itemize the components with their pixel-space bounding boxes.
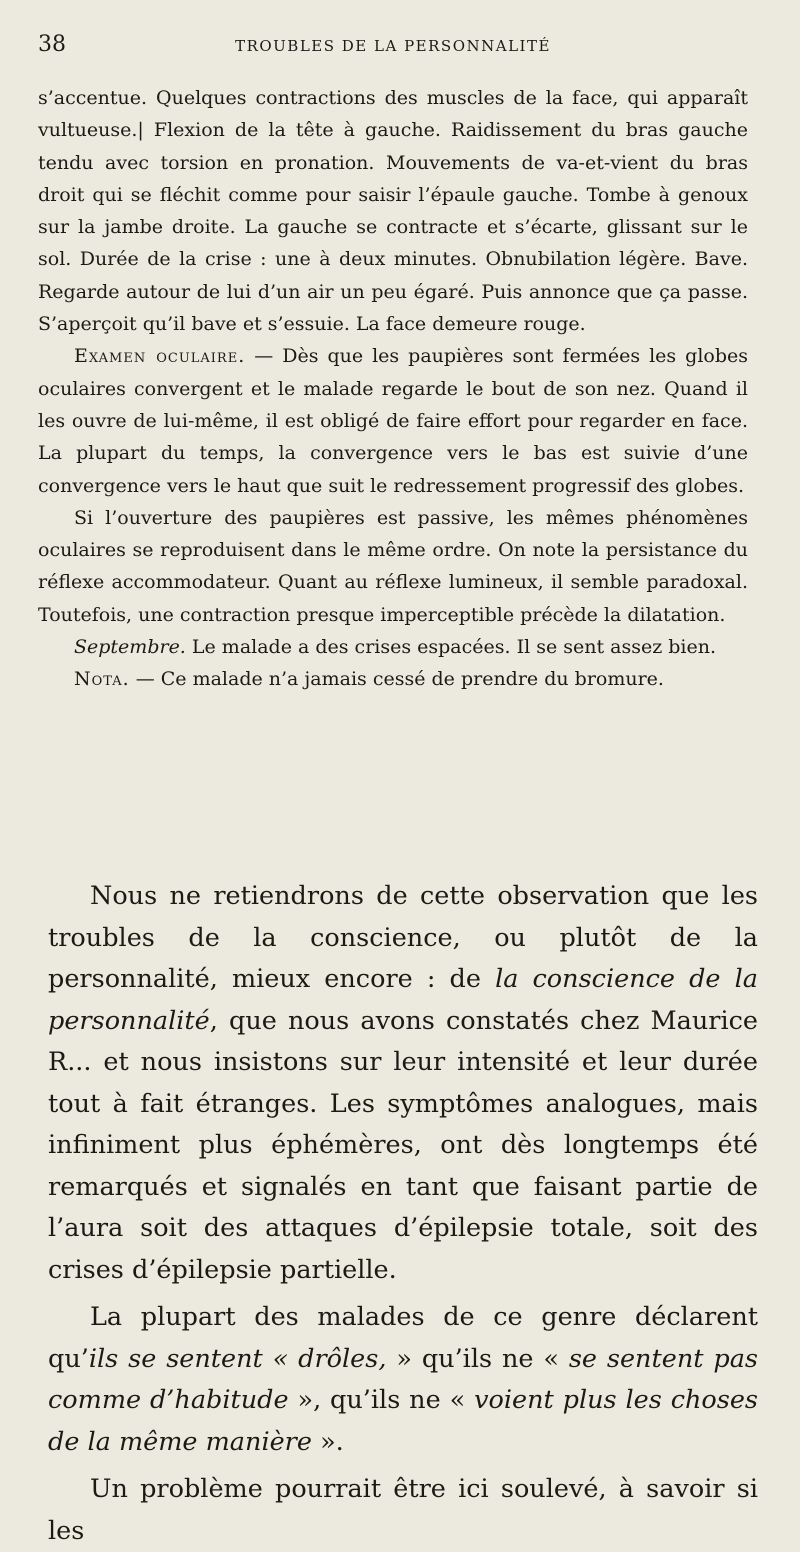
ocular-exam-text: — Dès que les paupières sont fermées les globes oculaires convergent et le malade regarde le bout de son nez. Quand il les ouvre de lui-même, il est obligé de faire effort pour regarder en face. La plupart du temps, la convergence vers le bas est suivie d’une convergence vers le haut que suit le redressement progressif des globes. <box>38 345 748 497</box>
ocular-exam-heading: Examen oculaire. <box>74 345 246 368</box>
case-paragraph-nota <box>38 663 748 695</box>
case-paragraph-crisis: s’accentue. Quelques contractions des muscles de la face, qui apparaît vultueuse.| Flexion de la tête à gauche. Raidissement du bras gauche tendu avec torsion en pronation. Mouvements de va-et-vient du bras droit qui se fléchit comme pour saisir l’épaule gauche. Tombe à genoux sur la jambe droite. La gauche se contracte et s’écarte, glissant sur le sol. Durée de la crise : une à deux minutes. Obnubilation légère. Bave. Regarde autour de lui d’un air un peu égaré. Puis annonce que ça passe. S’aperçoit qu’il bave et s’essuie. La face demeure rouge. <box>38 87 748 336</box>
main-text <box>48 876 758 1552</box>
main-paragraph-observation <box>48 876 758 1291</box>
september-text: Le malade a des crises espacées. Il se sent assez bien. <box>185 636 717 659</box>
running-title: TROUBLES DE LA PERSONNALITÉ <box>235 37 551 55</box>
patients-text-a: La plupart des malades de ce genre déclarent qu’ <box>48 1302 758 1374</box>
page-header <box>38 32 748 62</box>
observation-text-end: , que nous avons constatés chez Maurice R... et nous insistons sur leur intensité et leur durée tout à fait étranges. Les symptômes analogues, mais infiniment plus éphémères, ont dès longtemps été remarqués et signalés en tant que faisant partie de l’aura soit des attaques d’épilepsie totale, soit des crises d’épilepsie partielle. <box>48 1005 758 1285</box>
case-paragraph-september <box>38 631 748 663</box>
case-paragraph-passive-opening: Si l’ouverture des paupières est passive, les mêmes phénomènes oculaires se reproduisent dans le même ordre. On note la persistance du réflexe accommodateur. Quant au réflexe lumineux, il semble paradoxal. Toutefois, une contraction presque imperceptible précède la dilatation. <box>38 506 748 626</box>
page-number: 38 <box>38 32 66 57</box>
nota-text: — Ce malade n’a jamais cessé de prendre du bromure. <box>129 668 664 691</box>
main-paragraph-patients <box>48 1297 758 1463</box>
observation-text-start: Nous ne retiendrons de cette observation que les troubles de la conscience, ou plutôt de la personnalité, mieux encore : de <box>48 881 758 994</box>
main-paragraph-problem: Un problème pourrait être ici soulevé, à savoir si les <box>48 1474 758 1546</box>
patients-emphasis-3: voient plus les choses de la même manière <box>48 1385 759 1457</box>
observation-emphasis: la conscience de la personnalité <box>48 964 758 1036</box>
patients-text-d: ». <box>311 1426 344 1457</box>
patients-text-c: », qu’ils ne « <box>288 1385 475 1415</box>
patients-text-b: » qu’ils ne « <box>386 1343 569 1374</box>
patients-emphasis-2: se sentent pas comme d’habitude <box>48 1343 758 1415</box>
patients-emphasis-1: ils se sentent « drôles, <box>88 1343 387 1374</box>
case-paragraph-ocular-exam <box>38 340 748 501</box>
september-heading: Septembre. <box>74 636 186 659</box>
case-notes <box>38 82 748 696</box>
nota-heading: Nota. <box>74 668 130 691</box>
